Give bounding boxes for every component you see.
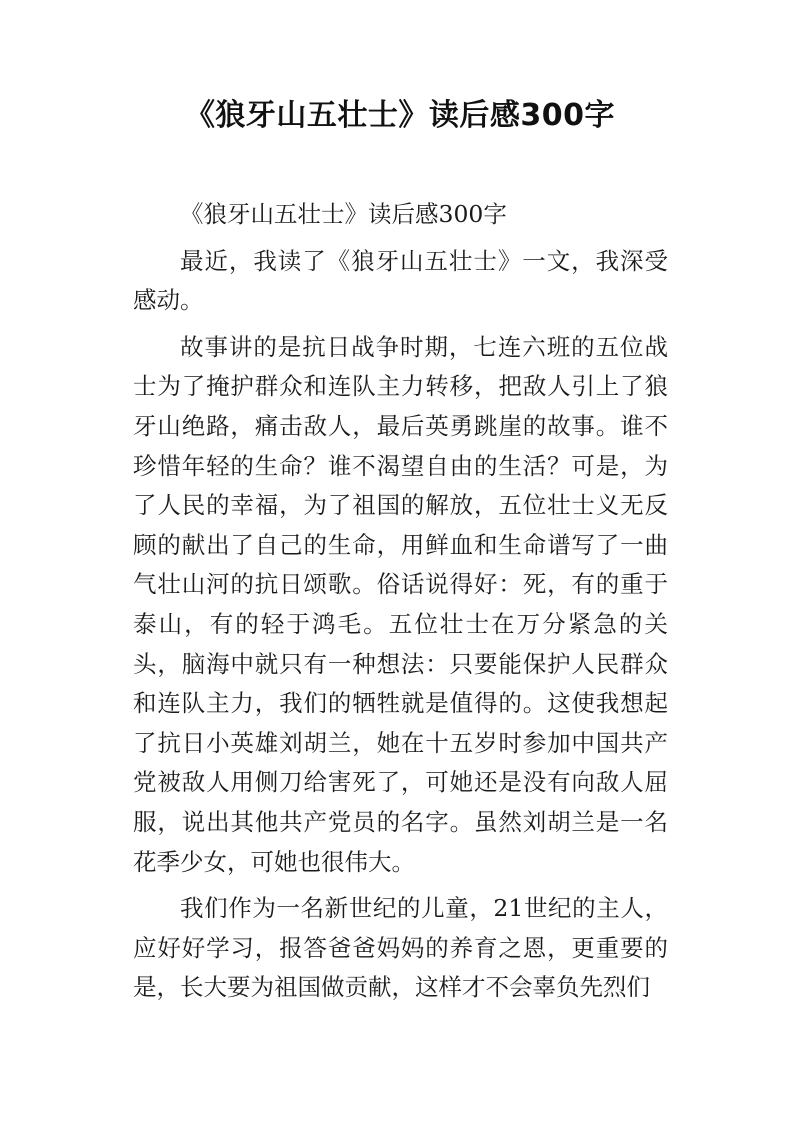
document-title: 《狼牙山五壮士》读后感300字 <box>184 98 616 133</box>
document-body <box>133 195 668 1008</box>
paragraph-intro: 最近，我读了《狼牙山五壮士》一文，我深受感动。 <box>133 246 668 315</box>
paragraph-reflection: 我们作为一名新世纪的儿童，21世纪的主人，应好好学习，报答爸爸妈妈的养育之恩，更重要的是，长大要为祖国做贡献，这样才不会辜负先烈们 <box>133 894 668 1002</box>
paragraph-story: 故事讲的是抗日战争时期，七连六班的五位战士为了掩护群众和连队主力转移，把敌人引上了狼牙山绝路，痛击敌人，最后英勇跳崖的故事。谁不珍惜年轻的生命？谁不渴望自由的生活？可是，为了人民的幸福，为了祖国的解放，五位壮士义无反顾的献出了自己的生命，用鲜血和生命谱写了一曲气壮山河的抗日颂歌。俗话说得好：死，有的重于泰山，有的轻于鸿毛。五位壮士在万分紧急的关头，脑海中就只有一种想法：只要能保护人民群众和连队主力，我们的牺牲就是值得的。这使我想起了抗日小英雄刘胡兰，她在十五岁时参加中国共产党被敌人用侧刀给害死了，可她还是没有向敌人屈服，说出其他共产党员的名字。虽然刘胡兰是一名花季少女，可她也很伟大。 <box>133 332 668 876</box>
document-subtitle: 《狼牙山五壮士》读后感300字 <box>180 200 507 228</box>
